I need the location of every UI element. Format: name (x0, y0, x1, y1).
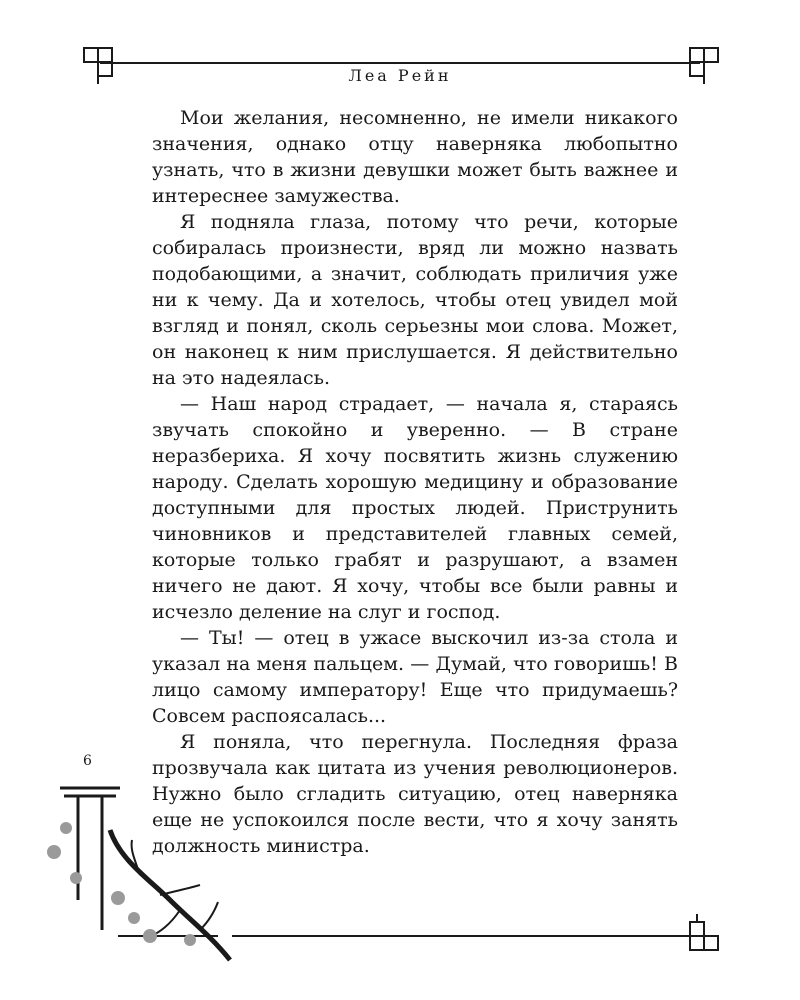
paragraph: — Ты! — отец в ужасе выскочил из-за стола и указал на меня пальцем. — Думай, что говоришь! В лицо самому императору! Еще что придумаешь? Совсем распоясалась... (152, 627, 678, 727)
top-frame-line (100, 62, 700, 64)
sakura-branch-ornament-icon (40, 770, 240, 970)
running-header-author: Леа Рейн (348, 66, 452, 85)
blossoms (47, 822, 196, 946)
paragraph: — Наш народ страдает, — начала я, стараясь звучать спокойно и уверенно. — В стране неразбериха. Я хочу посвятить жизнь служению народу. Сделать хорошую медицину и образование доступными для простых людей. Приструнить чиновников и представителей главных семей, которые только грабят и разрушают, а взамен ничего не дают. Я хочу, чтобы все были равны и исчезло деление на слуг и господ. (152, 393, 678, 623)
page-number: 6 (83, 753, 92, 769)
paragraph: Я поняла, что перегнула. Последняя фраза прозвучала как цитата из учения революционеров. Нужно было сгладить ситуацию, отец наверняка еще не успокоился после вести, что я хочу занять должность министра. (152, 731, 678, 857)
paragraph: Мои желания, несомненно, не имели никакого значения, однако отцу наверняка любопытно узнать, что в жизни девушки может быть важнее и интереснее замужества. (152, 107, 678, 207)
bottom-right-ornament-icon (676, 912, 720, 952)
body-text (152, 105, 678, 859)
bottom-frame-line (232, 935, 700, 937)
paragraph: Я подняла глаза, потому что речи, которые собиралась произнести, вряд ли можно назвать подобающими, а значит, соблюдать приличия уже ни к чему. Да и хотелось, чтобы отец увидел мой взгляд и понял, сколь серьезны мои слова. Может, он наконец к ним прислушается. Я действительно на это надеялась. (152, 211, 678, 389)
